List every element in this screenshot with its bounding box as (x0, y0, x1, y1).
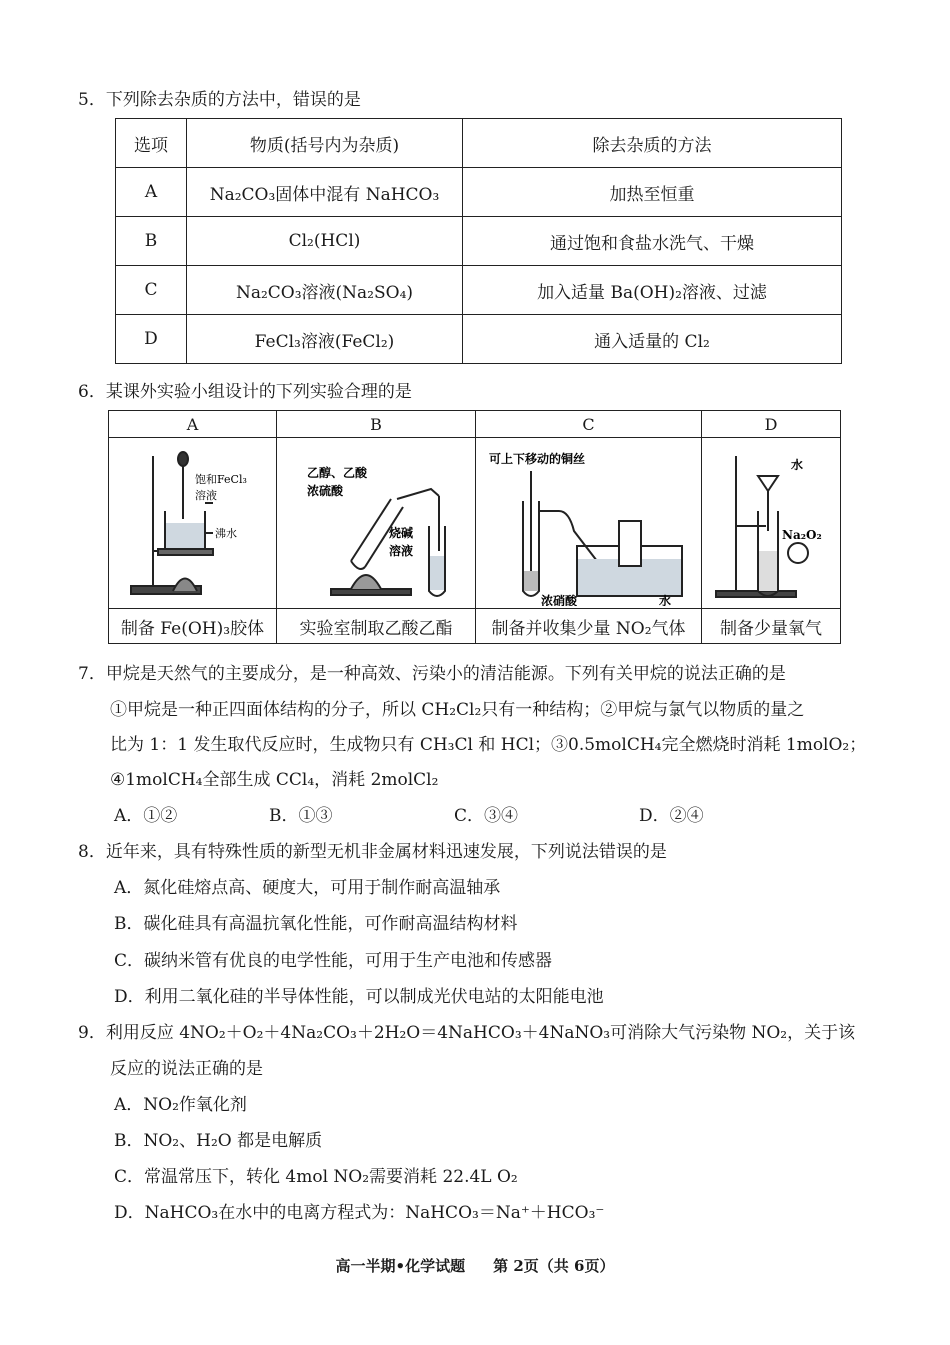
q5-header-option: 选项 (116, 119, 187, 168)
c-wire-label: 可上下移动的铜丝 (488, 451, 585, 466)
q5-row-substance: FeCl₃溶液(FeCl₂) (187, 315, 463, 364)
footer-page-number: 第 2页（共 6页） (493, 1257, 615, 1275)
q5-row-substance: Cl₂(HCl) (187, 217, 463, 266)
d-water-label: 水 (791, 457, 804, 472)
b-alkali-label-1: 烧碱 (389, 525, 414, 540)
q7-option-b: B．①③ (269, 806, 333, 826)
q7-line-2: ①甲烷是一种正四面体结构的分子，所以 CH₂Cl₂只有一种结构；②甲烷与氯气以物质的量之 (110, 700, 805, 720)
a-reagent-label-2: 溶液 (194, 488, 217, 502)
q5-header-method: 除去杂质的方法 (463, 119, 842, 168)
q6-figure-b (277, 438, 476, 609)
q6-caption-b: 实验室制取乙酸乙酯 (277, 609, 476, 644)
c-acid-label: 浓硝酸 (540, 593, 577, 606)
apparatus-c-diagram (479, 441, 699, 606)
q8-option-a: A．氮化硅熔点高、硬度大，可用于制作耐高温轴承 (114, 878, 501, 898)
q6-caption-row (109, 609, 841, 644)
q9-stem: 利用反应 4NO₂＋O₂＋4Na₂CO₃＋2H₂O＝4NaHCO₃＋4NaNO₃可消除大气污染物 NO₂，关于该 (105, 1023, 856, 1043)
table-row (116, 217, 842, 266)
q8-stem: 近年来，具有特殊性质的新型无机非金属材料迅速发展，下列说法错误的是 (105, 842, 667, 862)
q8-option-d: D．利用二氧化硅的半导体性能，可以制成光伏电站的太阳能电池 (114, 987, 604, 1007)
q7-line-3: 比为 1：1 发生取代反应时，生成物只有 CH₃Cl 和 HCl；③0.5molCH₄完全燃烧时消耗 1molO₂； (110, 735, 867, 755)
apparatus-a-diagram (113, 441, 273, 606)
table-row (116, 168, 842, 217)
q6-header-c: C (476, 411, 702, 438)
q9-option-c: C．常温常压下，转化 4mol NO₂需要消耗 22.4L O₂ (114, 1167, 518, 1187)
q5-row-option: A (116, 168, 187, 217)
q6-header-a: A (109, 411, 277, 438)
q7-stem: 甲烷是天然气的主要成分，是一种高效、污染小的清洁能源。下列有关甲烷的说法正确的是 (105, 664, 786, 684)
q7-title (78, 662, 786, 686)
q6-number: 6． (78, 382, 106, 402)
c-water-label: 水 (658, 593, 671, 606)
q5-row-substance: Na₂CO₃溶液(Na₂SO₄) (187, 266, 463, 315)
q8-option-c: C．碳纳米管有优良的电学性能，可用于生产电池和传感器 (114, 951, 553, 971)
b-reagent-label-1: 乙醇、乙酸 (307, 465, 368, 480)
page-footer (0, 1255, 950, 1276)
q7-number: 7． (78, 664, 106, 684)
q5-row-substance: Na₂CO₃固体中混有 NaHCO₃ (187, 168, 463, 217)
d-na2o2-label: Na₂O₂ (782, 527, 822, 542)
q8-option-b: B．碳化硅具有高温抗氧化性能，可作耐高温结构材料 (114, 914, 518, 934)
q6-header-row (109, 411, 841, 438)
apparatus-d-diagram (706, 441, 836, 606)
q6-caption-c: 制备并收集少量 NO₂气体 (476, 609, 702, 644)
b-alkali-label-2: 溶液 (389, 543, 414, 558)
q5-stem: 下列除去杂质的方法中，错误的是 (105, 90, 361, 110)
q7-option-c: C．③④ (454, 806, 519, 826)
q6-caption-a: 制备 Fe(OH)₃胶体 (109, 609, 277, 644)
q9-option-d: D．NaHCO₃在水中的电离方程式为：NaHCO₃＝Na⁺＋HCO₃⁻ (114, 1203, 605, 1223)
q6-header-b: B (277, 411, 476, 438)
q6-table (108, 410, 841, 644)
q6-header-d: D (702, 411, 841, 438)
q5-table (115, 118, 842, 364)
q6-title (78, 380, 412, 404)
a-reagent-label-1: 饱和FeCl₃ (194, 472, 247, 486)
footer-subject: 高一半期•化学试题 (335, 1257, 466, 1275)
a-water-label: 沸水 (214, 526, 237, 540)
q8-number: 8． (78, 842, 106, 862)
q5-row-option: D (116, 315, 187, 364)
table-row (116, 266, 842, 315)
q9-title (78, 1021, 855, 1045)
q5-header-row (116, 119, 842, 168)
q6-figure-d (702, 438, 841, 609)
q6-caption-d: 制备少量氧气 (702, 609, 841, 644)
q9-line-2: 反应的说法正确的是 (110, 1059, 263, 1079)
q9-option-a: A．NO₂作氧化剂 (114, 1095, 247, 1115)
q5-header-substance: 物质(括号内为杂质) (187, 119, 463, 168)
q6-figure-row (109, 438, 841, 609)
q6-stem: 某课外实验小组设计的下列实验合理的是 (105, 382, 412, 402)
apparatus-b-diagram (281, 441, 471, 606)
q5-number: 5． (78, 90, 106, 110)
table-row (116, 315, 842, 364)
q5-title (78, 88, 361, 112)
q7-line-4: ④1molCH₄全部生成 CCl₄，消耗 2molCl₂ (110, 770, 439, 790)
q8-title (78, 840, 667, 864)
q5-row-option: C (116, 266, 187, 315)
q9-number: 9． (78, 1023, 106, 1043)
q7-option-a: A．①② (114, 806, 178, 826)
q9-option-b: B．NO₂、H₂O 都是电解质 (114, 1131, 323, 1151)
q5-row-method: 加入适量 Ba(OH)₂溶液、过滤 (463, 266, 842, 315)
q6-figure-a (109, 438, 277, 609)
q5-row-method: 通过饱和食盐水洗气、干燥 (463, 217, 842, 266)
q5-row-method: 加热至恒重 (463, 168, 842, 217)
q5-row-method: 通入适量的 Cl₂ (463, 315, 842, 364)
q5-row-option: B (116, 217, 187, 266)
b-reagent-label-2: 浓硫酸 (307, 483, 344, 498)
q7-option-d: D．②④ (639, 806, 704, 826)
q6-figure-c (476, 438, 702, 609)
